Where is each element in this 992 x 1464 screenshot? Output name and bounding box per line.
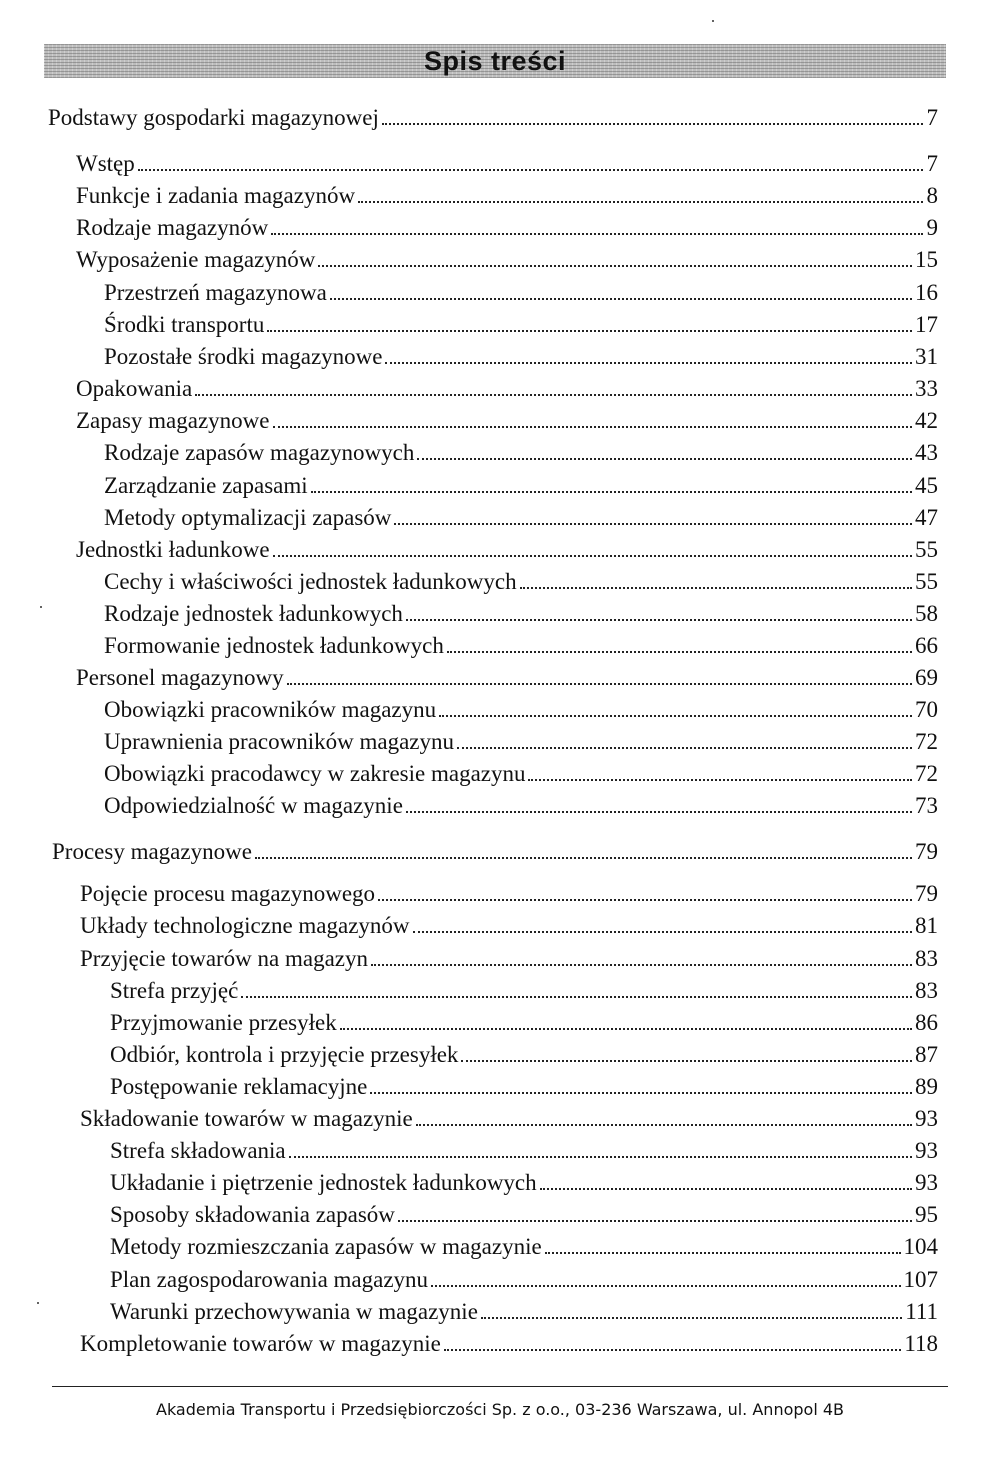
toc-entry-page-number: 95	[915, 1202, 938, 1227]
dot-leader	[289, 1155, 912, 1158]
dot-leader	[540, 1187, 912, 1190]
toc-entry-page-number: 118	[904, 1331, 938, 1356]
toc-entry-page-number: 7	[926, 151, 938, 176]
toc-entry[interactable]	[110, 977, 938, 1005]
toc-entry[interactable]	[76, 375, 938, 403]
toc-entry[interactable]	[76, 407, 938, 435]
toc-entry-page-number: 16	[915, 280, 938, 305]
scan-speck	[37, 1302, 39, 1304]
toc-entry[interactable]	[104, 696, 938, 724]
toc-entry-page-number: 70	[915, 697, 938, 722]
dot-leader	[241, 995, 912, 998]
dot-leader	[406, 618, 912, 621]
toc-entry-page-number: 55	[915, 569, 938, 594]
toc-entry-page-number: 17	[915, 312, 938, 337]
dot-leader	[444, 1348, 901, 1351]
dot-leader	[416, 1123, 912, 1126]
toc-entry-title: Odpowiedzialność w magazynie	[104, 793, 403, 818]
toc-entry-page-number: 86	[915, 1010, 938, 1035]
dot-leader	[371, 963, 912, 966]
toc-entry-title: Metody optymalizacji zapasów	[104, 505, 392, 530]
toc-entry-title: Przyjmowanie przesyłek	[110, 1010, 337, 1035]
toc-entry[interactable]	[104, 472, 938, 500]
dot-leader	[255, 856, 912, 859]
toc-entry-title: Obowiązki pracowników magazynu	[104, 697, 437, 722]
toc-entry[interactable]	[110, 1073, 938, 1101]
dot-leader	[394, 522, 912, 525]
toc-entry-title: Przestrzeń magazynowa	[104, 280, 327, 305]
toc-entry-page-number: 107	[903, 1267, 938, 1292]
dot-leader	[417, 457, 912, 460]
toc-entry[interactable]	[80, 1105, 938, 1133]
toc-entry-title: Uprawnienia pracowników magazynu	[104, 729, 454, 754]
dot-leader	[358, 200, 923, 203]
toc-entry[interactable]	[76, 246, 938, 274]
toc-entry-title: Plan zagospodarowania magazynu	[110, 1267, 429, 1292]
toc-entry[interactable]	[80, 945, 938, 973]
toc-entry[interactable]	[80, 880, 938, 908]
toc-entry[interactable]	[110, 1201, 938, 1229]
toc-entry-page-number: 45	[915, 473, 938, 498]
toc-entry-page-number: 31	[915, 344, 938, 369]
toc-entry-page-number: 72	[915, 761, 938, 786]
toc-entry-page-number: 111	[905, 1299, 938, 1324]
toc-entry-page-number: 42	[915, 408, 938, 433]
toc-entry-page-number: 9	[926, 215, 938, 240]
dot-leader	[287, 682, 912, 685]
dot-leader	[461, 1059, 912, 1062]
toc-entry[interactable]	[48, 104, 938, 132]
toc-entry-page-number: 43	[915, 440, 938, 465]
toc-entry[interactable]	[104, 311, 938, 339]
footer-address: Akademia Transportu i Przedsiębiorczości Sp. z o.o., 03-236 Warszawa, ul. Annopol 4B	[156, 1400, 844, 1419]
toc-entry[interactable]	[80, 1330, 938, 1358]
dot-leader	[457, 746, 912, 749]
toc-entry-title: Podstawy gospodarki magazynowej	[48, 105, 379, 130]
toc-entry-page-number: 81	[915, 913, 938, 938]
toc-entry[interactable]	[104, 728, 938, 756]
toc-entry-title: Przyjęcie towarów na magazyn	[80, 946, 369, 971]
toc-entry[interactable]	[110, 1169, 938, 1197]
page-title: Spis treści	[423, 45, 567, 76]
toc-entry-page-number: 83	[915, 946, 938, 971]
toc-entry-title: Pozostałe środki magazynowe	[104, 344, 383, 369]
toc-entry[interactable]	[104, 760, 938, 788]
dot-leader	[413, 930, 912, 933]
dot-leader	[431, 1284, 900, 1287]
toc-entry[interactable]	[76, 664, 938, 692]
toc-entry[interactable]	[110, 1266, 938, 1294]
toc-entry-title: Rodzaje magazynów	[76, 215, 269, 240]
toc-entry-page-number: 87	[915, 1042, 938, 1067]
dot-leader	[267, 329, 912, 332]
toc-entry-title: Środki transportu	[104, 312, 265, 337]
dot-leader	[382, 122, 923, 125]
toc-entry-page-number: 15	[915, 247, 938, 272]
toc-entry-title: Formowanie jednostek ładunkowych	[104, 633, 444, 658]
toc-entry-page-number: 69	[915, 665, 938, 690]
toc-entry-title: Warunki przechowywania w magazynie	[110, 1299, 478, 1324]
toc-entry[interactable]	[104, 632, 938, 660]
footer-divider	[52, 1386, 948, 1387]
toc-entry-title: Sposoby składowania zapasów	[110, 1202, 395, 1227]
toc-entry-title: Jednostki ładunkowe	[76, 537, 270, 562]
toc-entry[interactable]	[104, 504, 938, 532]
toc-entry[interactable]	[104, 343, 938, 371]
toc-entry-page-number: 104	[903, 1234, 938, 1259]
toc-entry[interactable]	[110, 1041, 938, 1069]
toc-entry-title: Kompletowanie towarów w magazynie	[80, 1331, 441, 1356]
toc-entry-title: Rodzaje jednostek ładunkowych	[104, 601, 403, 626]
dot-leader	[330, 297, 912, 300]
dot-leader	[195, 393, 912, 396]
toc-entry[interactable]	[104, 279, 938, 307]
dot-leader	[378, 898, 912, 901]
toc-entry-page-number: 7	[926, 105, 938, 130]
toc-entry[interactable]	[104, 439, 938, 467]
toc-entry[interactable]	[76, 182, 938, 210]
toc-entry[interactable]	[110, 1298, 938, 1326]
scan-speck	[40, 606, 42, 608]
toc-entry[interactable]	[76, 536, 938, 564]
toc-entry[interactable]	[110, 1009, 938, 1037]
toc-entry-title: Strefa przyjęć	[110, 978, 239, 1003]
toc-entry-title: Odbiór, kontrola i przyjęcie przesyłek	[110, 1042, 459, 1067]
toc-entry-title: Personel magazynowy	[76, 665, 284, 690]
toc-entry-title: Wstęp	[76, 151, 135, 176]
dot-leader	[528, 778, 912, 781]
toc-entry-title: Funkcje i zadania magazynów	[76, 183, 356, 208]
dot-leader	[439, 714, 912, 717]
toc-entry[interactable]	[104, 792, 938, 820]
dot-leader	[138, 168, 923, 171]
toc-entry-title: Składowanie towarów w magazynie	[80, 1106, 413, 1131]
toc-entry-page-number: 33	[915, 376, 938, 401]
toc-entry[interactable]	[104, 568, 938, 596]
dot-leader	[520, 586, 912, 589]
dot-leader	[340, 1027, 912, 1030]
dot-leader	[273, 425, 912, 428]
toc-entry-page-number: 73	[915, 793, 938, 818]
toc-entry-page-number: 93	[915, 1138, 938, 1163]
toc-entry-page-number: 55	[915, 537, 938, 562]
toc-entry-title: Postępowanie reklamacyjne	[110, 1074, 368, 1099]
dot-leader	[273, 554, 912, 557]
toc-entry-title: Pojęcie procesu magazynowego	[80, 881, 376, 906]
toc-entry[interactable]	[110, 1137, 938, 1165]
toc-entry-title: Rodzaje zapasów magazynowych	[104, 440, 415, 465]
dot-leader	[318, 264, 912, 267]
dot-leader	[398, 1219, 912, 1222]
dot-leader	[370, 1091, 912, 1094]
scan-speck	[712, 20, 714, 22]
toc-entry-page-number: 93	[915, 1106, 938, 1131]
toc-entry-page-number: 58	[915, 601, 938, 626]
toc-entry-page-number: 83	[915, 978, 938, 1003]
toc-entry-page-number: 89	[915, 1074, 938, 1099]
toc-entry[interactable]	[110, 1233, 938, 1261]
dot-leader	[311, 490, 912, 493]
toc-entry-title: Cechy i właściwości jednostek ładunkowych	[104, 569, 517, 594]
toc-entry-title: Opakowania	[76, 376, 193, 401]
toc-entry-page-number: 72	[915, 729, 938, 754]
dot-leader	[447, 650, 912, 653]
toc-entry-title: Układy technologiczne magazynów	[80, 913, 410, 938]
toc-entry-title: Strefa składowania	[110, 1138, 286, 1163]
toc-entry-page-number: 47	[915, 505, 938, 530]
toc-entry-page-number: 93	[915, 1170, 938, 1195]
toc-entry-title: Obowiązki pracodawcy w zakresie magazynu	[104, 761, 526, 786]
toc-entry-page-number: 79	[915, 881, 938, 906]
toc-entry-title: Metody rozmieszczania zapasów w magazynie	[110, 1234, 542, 1259]
toc-entry-title: Zarządzanie zapasami	[104, 473, 308, 498]
toc-entry[interactable]	[104, 600, 938, 628]
toc-entry-title: Układanie i piętrzenie jednostek ładunkowych	[110, 1170, 537, 1195]
dot-leader	[271, 232, 923, 235]
toc-entry-title: Zapasy magazynowe	[76, 408, 270, 433]
dot-leader	[406, 810, 912, 813]
toc-entry-page-number: 8	[926, 183, 938, 208]
toc-entry[interactable]	[52, 838, 938, 866]
toc-entry-page-number: 66	[915, 633, 938, 658]
toc-entry-title: Wyposażenie magazynów	[76, 247, 316, 272]
toc-entry-title: Procesy magazynowe	[52, 839, 252, 864]
toc-entry[interactable]	[76, 214, 938, 242]
toc-entry[interactable]	[80, 912, 938, 940]
dot-leader	[545, 1251, 901, 1254]
toc-entry-page-number: 79	[915, 839, 938, 864]
dot-leader	[385, 361, 912, 364]
dot-leader	[481, 1316, 902, 1319]
toc-entry[interactable]	[76, 150, 938, 178]
